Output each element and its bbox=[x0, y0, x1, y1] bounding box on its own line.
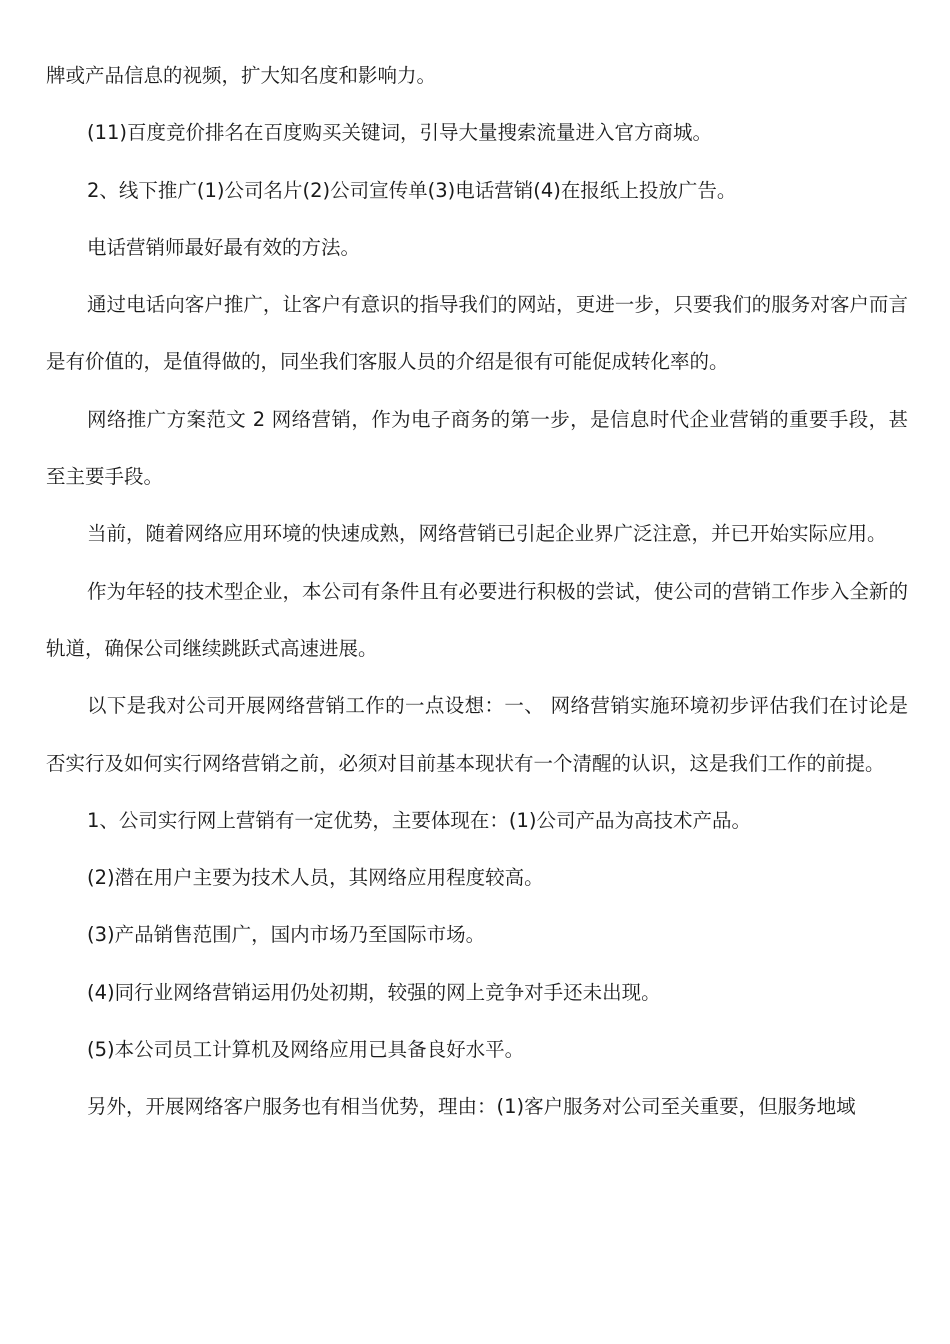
paragraph-9: 以下是我对公司开展网络营销工作的一点设想：一、 网络营销实施环境初步评估我们在讨论是否实行及如何实行网络营销之前，必须对目前基本现状有一个清醒的认识，这是我们工作的前提。 bbox=[46, 694, 908, 775]
document-body bbox=[46, 47, 908, 1136]
paragraph-13: (4)同行业网络营销运用仍处初期，较强的网上竞争对手还未出现。 bbox=[87, 980, 661, 1004]
paragraph-8: 作为年轻的技术型企业，本公司有条件且有必要进行积极的尝试，使公司的营销工作步入全新的轨道，确保公司继续跳跃式高速进展。 bbox=[46, 579, 908, 660]
paragraph-6: 网络推广方案范文 2 网络营销，作为电子商务的第一步，是信息时代企业营销的重要手段，甚至主要手段。 bbox=[46, 407, 908, 489]
paragraph-15: 另外，开展网络客户服务也有相当优势，理由：(1)客户服务对公司至关重要，但服务地域 bbox=[87, 1095, 856, 1119]
paragraph-12: (3)产品销售范围广，国内市场乃至国际市场。 bbox=[87, 923, 486, 947]
paragraph-3: 2、线下推广(1)公司名片(2)公司宣传单(3)电话营销(4)在报纸上投放广告。 bbox=[87, 178, 737, 202]
paragraph-1: 牌或产品信息的视频，扩大知名度和影响力。 bbox=[46, 64, 437, 87]
paragraph-2: (11)百度竞价排名在百度购买关键词，引导大量搜索流量进入官方商城。 bbox=[87, 121, 713, 145]
paragraph-5: 通过电话向客户推广，让客户有意识的指导我们的网站，更进一步，只要我们的服务对客户而言是有价值的，是值得做的，同坐我们客服人员的介绍是很有可能促成转化率的。 bbox=[46, 293, 908, 374]
paragraph-11: (2)潜在用户主要为技术人员，其网络应用程度较高。 bbox=[87, 866, 544, 890]
paragraph-7: 当前，随着网络应用环境的快速成熟，网络营销已引起企业界广泛注意，并已开始实际应用。 bbox=[87, 522, 887, 546]
paragraph-4: 电话营销师最好最有效的方法。 bbox=[87, 235, 361, 259]
paragraph-10: 1、公司实行网上营销有一定优势，主要体现在：(1)公司产品为高技术产品。 bbox=[87, 808, 752, 832]
paragraph-14: (5)本公司员工计算机及网络应用已具备良好水平。 bbox=[87, 1038, 525, 1062]
